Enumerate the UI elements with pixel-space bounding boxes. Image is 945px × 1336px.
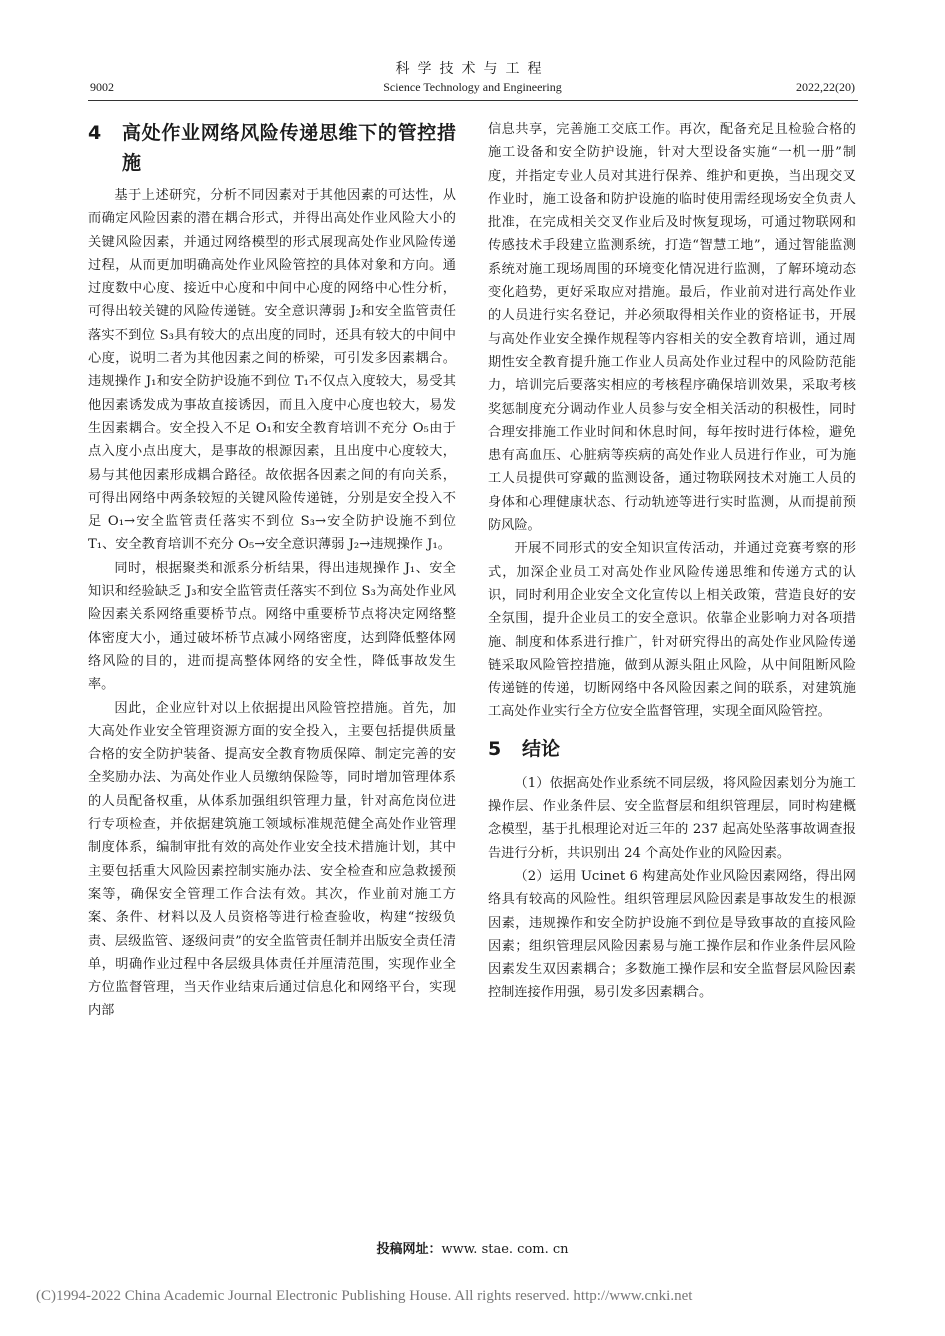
paragraph-continued: 信息共享，完善施工交底工作。再次，配备充足且检验合格的施工设备和安全防护设施，针对大型设备实施“一机一册”制度，并指定专业人员对其进行保养、维护和更换，当出现交叉作业时，施工设备和防护设施的临时使用需经现场安全负责人批准，在完成相关交叉作业后及时恢复现场，可通过物联网和传感技术手段建立监测系统，打造“智慧工地”，通过智能监测系统对施工现场周围的环境变化情况进行监测，了解环境动态变化趋势，更好采取应对措施。最后，作业前对进行高处作业的人员进行实名登记，并必须取得相关作业的资格证书，开展与高处作业安全操作规程等内容相关的安全教育培训，通过周期性安全教育提升施工作业人员高处作业过程中的风险防范能力，培训完后要落实相应的考核程序确保培训效果，采取考核奖惩制度充分调动作业人员参与安全相关活动的积极性，同时合理安排施工作业时间和休息时间，每年按时进行体检，避免患有高血压、心脏病等疾病的高处作业人员进行作业，可为施工人员提供可穿戴的监测设备，通过物联网技术对施工人员的身体和心理健康状态、行动轨迹等进行实时监测，从而提前预防风险。 xyxy=(488,122,856,534)
section-number: 5 xyxy=(488,737,502,760)
journal-title: 科学技术与工程 xyxy=(395,61,550,77)
journal-english-title: Science Technology and Engineering xyxy=(383,80,562,94)
section-title: 结论 xyxy=(522,737,561,760)
submission-url xyxy=(0,1238,945,1257)
conclusion-item: （1）依据高处作业系统不同层级，将风险因素划分为施工操作层、作业条件层、安全监督层和组织管理层，同时构建概念模型，基于扎根理论对近三年的 237 起高处坠落事故调查报告进行分析，共识别出 24 个高处作业的风险因素。 xyxy=(488,775,856,861)
right-column xyxy=(488,118,856,1005)
submission-label: 投稿网址： xyxy=(376,1242,442,1257)
paragraph: 基于上述研究，分析不同因素对于其他因素的可达性，从而确定风险因素的潜在耦合形式，并得出高处作业风险大小的关键风险因素，并通过网络模型的形式展现高处作业风险传递过程，从而更加明确高处作业风险管控的具体对象和方向。通过度数中心度、接近中心度和中间中心度的网络中心性分析，可得出较关键的风险传递链。安全意识薄弱 J₂和安全监管责任落实不到位 S₃具有较大的点出度的同时，还具有较大的中间中心度，说明二者为其他因素之间的桥梁，可引发多因素耦合。违规操作 J₁和安全防护设施不到位 T₁不仅点入度较大，易受其他因素诱发成为事故直接诱因，而且入度中心度也较大，易发生因素耦合。安全投入不足 O₁和安全教育培训不充分 O₅由于点入度小点出度大，是事故的根源因素，且出度中心度较大，易与其他因素形成耦合路径。故依据各因素之间的有向关系，可得出网络中两条较短的关键风险传递链，分别是安全投入不足 O₁→安全监管责任落实不到位 S₃→安全防护设施不到位 T₁、安全教育培训不充分 O₅→安全意识薄弱 J₂→违规操作 J₁。 xyxy=(88,188,456,553)
conclusion-item: （2）运用 Ucinet 6 构建高处作业风险因素网络，得出网络具有较高的风险性。组织管理层风险因素是事故发生的根源因素，违规操作和安全防护设施不到位是导致事故的直接风险因素；组织管理层风险因素易与施工操作层和作业条件层风险因素发生双因素耦合；多数施工操作层和安全监督层风险因素控制连接作用强，易引发多因素耦合。 xyxy=(488,868,856,1001)
paragraph: 同时，根据聚类和派系分析结果，得出违规操作 J₁、安全知识和经验缺乏 J₃和安全监管责任落实不到位 S₃为高处作业风险因素关系网络重要桥节点。网络中重要桥节点将决定网络整体密度大小，通过破坏桥节点减小网络密度，达到降低整体网络风险的目的，进而提高整体网络的安全性，降低事故发生率。 xyxy=(88,560,456,693)
left-column xyxy=(88,118,456,1023)
submission-link[interactable]: www. stae. com. cn xyxy=(441,1242,569,1257)
section-5-heading xyxy=(488,734,856,764)
header-rule xyxy=(88,100,858,101)
section-number: 4 xyxy=(88,122,102,144)
page-number: 9002 xyxy=(90,80,114,94)
section-4-heading xyxy=(88,118,456,178)
paragraph: 因此，企业应针对以上依据提出风险管控措施。首先，加大高处作业安全管理资源方面的安全投入，主要包括提供质量合格的安全防护装备、提高安全教育物质保障、制定完善的安全奖励办法、为高处作业人员缴纳保险等，同时增加管理体系的人员配备权重，从体系加强组织管理力量，针对高危岗位进行专项检查，并依据建筑施工领域标准规范健全高处作业管理制度体系，编制审批有效的高处作业安全技术措施计划，其中主要包括重大风险因素控制实施办法、安全检查和应急救援预案等，确保安全管理工作合法有效。其次，作业前对施工方案、条件、材料以及人员资格等进行检查验收，构建“按级负责、层级监管、逐级问责”的安全监管责任制并出版安全责任清单，明确作业过程中各层级具体责任并厘清范围，实现作业全方位监督管理，当天作业结束后通过信息化和网络平台，实现内部 xyxy=(88,700,456,1019)
copyright-notice: (C)1994-2022 China Academic Journal Electronic Publishing House. All rights reserved. http://www.cnki.net xyxy=(36,1288,693,1304)
issue-info: 2022,22(20) xyxy=(796,80,855,94)
paragraph: 开展不同形式的安全知识宣传活动，并通过竞赛考察的形式，加深企业员工对高处作业风险传递思维和传递方式的认识，同时利用企业安全文化宣传以上相关政策，营造良好的安全氛围，提升企业员工的安全意识。依靠企业影响力对各项措施、制度和体系进行推广，针对研究得出的高处作业风险传递链采取风险管控措施，做到从源头阻止风险，从中间阻断风险传递链的传递，切断网络中各风险因素之间的联系，对建筑施工高处作业实行全方位安全监督管理，实现全面风险管控。 xyxy=(488,541,856,720)
section-title: 高处作业网络风险传递思维下的管控措施 xyxy=(122,122,456,174)
